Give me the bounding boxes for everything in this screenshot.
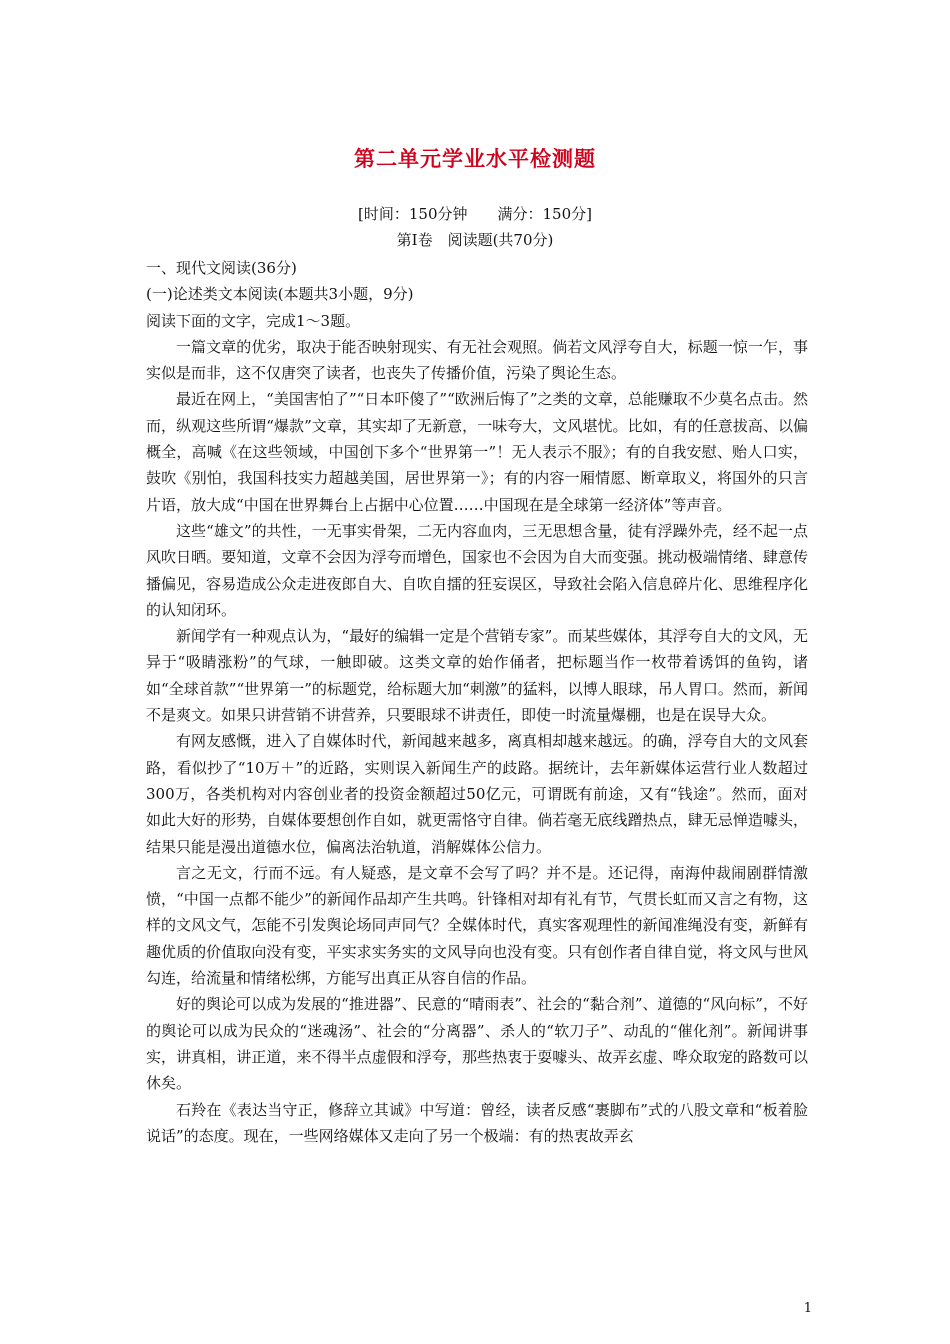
part-heading: 一、现代文阅读(36分) [146, 259, 297, 277]
paragraph: 有网友感慨，进入了自媒体时代，新闻越来越多，离真相却越来越远。的确，浮夸自大的文风套路，看似抄了“10万＋”的近路，实则误入新闻生产的歧路。据统计，去年新媒体运营行业人数超过300万，各类机构对内容创业者的投资金额超过50亿元，可谓既有前途，又有“钱途”。然而，面对如此大好的形势，自媒体要想创作自如，就更需恪守自律。倘若毫无底线蹭热点，肆无忌惮造噱头，结果只能是漫出道德水位，偏离法治轨道，消解媒体公信力。 [146, 732, 808, 856]
subpart-heading: (一)论述类文本阅读(本题共3小题，9分) [146, 285, 414, 304]
paragraph: 最近在网上，“美国害怕了”“日本吓傻了”“欧洲后悔了”之类的文章，总能赚取不少莫名点击。然而，纵观这些所谓“爆款”文章，其实却了无新意，一味夸大，文风堪忧。比如，有的任意拔高、以偏概全，高喊《在这些领域，中国创下多个“世界第一”！无人表示不服》；有的自我安慰、贻人口实，鼓吹《别怕，我国科技实力超越美国，居世界第一》；有的内容一厢情愿、断章取义，将国外的只言片语，放大成“中国在世界舞台上占据中心位置……中国现在是全球第一经济体”等声音。 [146, 390, 808, 514]
exam-time-info: [时间：150分钟 满分：150分] [358, 205, 592, 223]
paragraph: 新闻学有一种观点认为，“最好的编辑一定是个营销专家”。而某些媒体，其浮夸自大的文风，无异于“吸睛涨粉”的气球，一触即破。这类文章的始作俑者，把标题当作一枚带着诱饵的鱼钩，诸如“全球首款”“世界第一”的标题党，给标题大加“刺激”的猛料，以博人眼球，吊人胃口。然而，新闻不是爽文。如果只讲营销不讲营养，只要眼球不讲责任，即使一时流量爆棚，也是在误导大众。 [146, 627, 808, 725]
paragraph: 好的舆论可以成为发展的“推进器”、民意的“晴雨表”、社会的“黏合剂”、道德的“风向标”，不好的舆论可以成为民众的“迷魂汤”、社会的“分离器”、杀人的“软刀子”、动乱的“催化剂”。新闻讲事实，讲真相，讲正道，来不得半点虚假和浮夸，那些热衷于耍噱头、故弄玄虚、哗众取宠的路数可以休矣。 [146, 995, 808, 1093]
paragraph: 一篇文章的优劣，取决于能否映射现实、有无社会观照。倘若文风浮夸自大，标题一惊一乍，事实似是而非，这不仅唐突了读者，也丧失了传播价值，污染了舆论生态。 [146, 337, 808, 383]
paragraph: 石羚在《表达当守正，修辞立其诚》中写道：曾经，读者反感“裹脚布”式的八股文章和“板着脸说话”的态度。现在，一些网络媒体又走向了另一个极端：有的热衷故弄玄 [146, 1100, 808, 1145]
page-number: 1 [803, 1301, 812, 1316]
paragraph: 这些“雄文”的共性，一无事实骨架，二无内容血肉，三无思想含量，徒有浮躁外壳，经不起一点风吹日晒。要知道，文章不会因为浮夸而增色，国家也不会因为自大而变强。挑动极端情绪、肆意传播偏见，容易造成公众走进夜郎自大、自吹自擂的狂妄误区，导致社会陷入信息碎片化、思维程序化的认知闭环。 [146, 521, 808, 619]
document-body [146, 255, 808, 1149]
document-title: 第二单元学业水平检测题 [354, 146, 596, 171]
paragraph: 言之无文，行而不远。有人疑惑，是文章不会写了吗？并不是。还记得，南海仲裁闹剧群情激愤，“中国一点都不能少”的新闻作品却产生共鸣。针锋相对却有礼有节，气贯长虹而又言之有物，这样的文风文气，怎能不引发舆论场同声同气？全媒体时代，真实客观理性的新闻准绳没有变，新鲜有趣优质的价值取向没有变，平实求实务实的文风导向也没有变。只有创作者自律自觉，将文风与世风勾连，给流量和情绪松绑，方能写出真正从容自信的作品。 [146, 863, 808, 988]
section-title: 第Ⅰ卷 阅读题(共70分) [396, 231, 554, 249]
reading-instruction: 阅读下面的文字，完成1～3题。 [146, 311, 361, 330]
